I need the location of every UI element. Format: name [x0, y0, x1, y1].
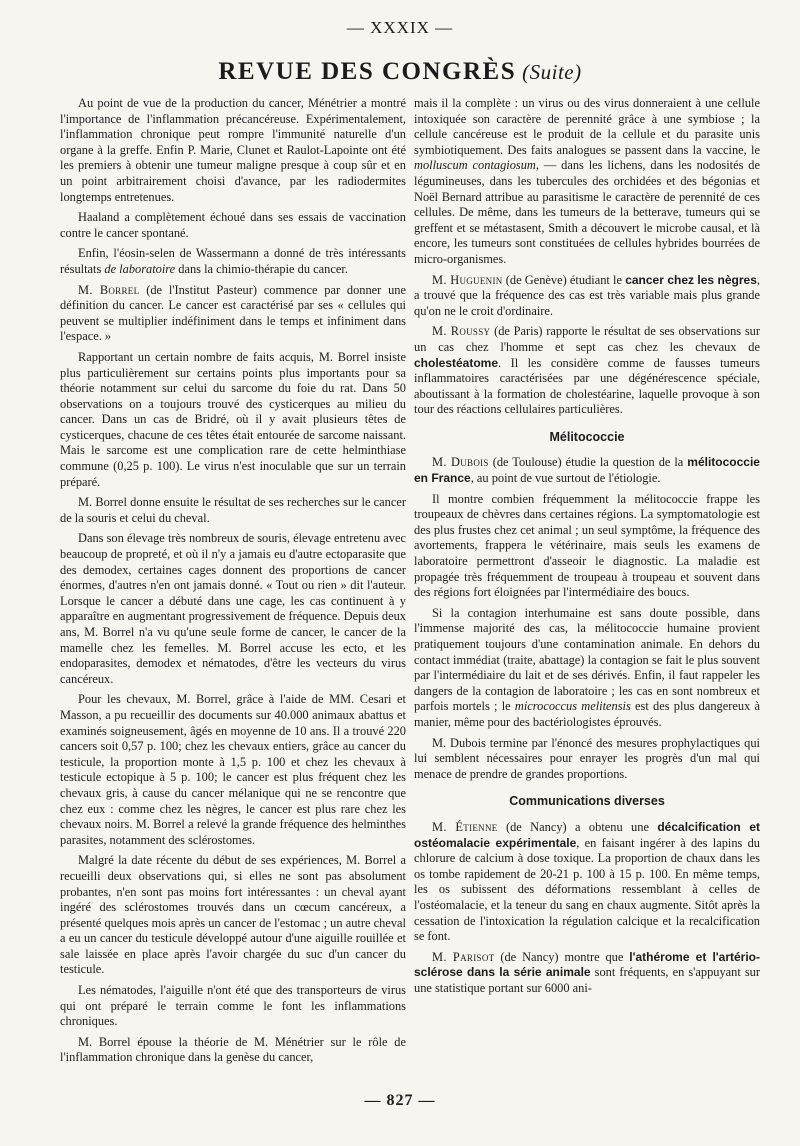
page-title	[0, 58, 800, 86]
paragraph: M. Roussy (de Paris) rapporte le résultat de ses observations sur un cas chez l'homme et sept cas chez les chevaux de cholestéatome. Il les considère comme de fausses tumeurs inflammatoires caractérisées par une dégénérescence spéciale, aboutissant à la formation de cholestéarine, laquelle provoque à son tour des réactions cellulaires particulières.	[414, 324, 760, 417]
paragraph: M. Parisot (de Nancy) montre que l'athérome et l'artério-sclérose dans la série animale sont fréquents, en s'appuyant sur une statistique portant sur 6000 ani-	[414, 949, 761, 995]
paragraph: Pour les chevaux, M. Borrel, grâce à l'aide de MM. Cesari et Masson, a pu recueillir des documents sur 40.000 animaux abattus et examinés soigneusement, âgés en moyenne de 10 ans. Il a trouvé 220 cancers soit 0,57 p. 100; chez les chevaux entiers, grâce au cancer du testicule, la proportion monte à 1,5 p. 100 et chez les chevaux à testicule ectopique à 5 p. 100; le cancer est plus fréquent chez les chevaux gris, à cause du cancer mélanique qui ne se rencontre que chez eux : comme chez les nègres, le cancer est plus rare chez les chevaux noirs. M. Borrel a relevé la grande fréquence des helminthes parasites, notamment des sclérostomes.	[60, 692, 406, 847]
section-heading: Mélitococcie	[549, 429, 625, 444]
paragraph: M. Borrel donne ensuite le résultat de ses recherches sur le cancer de la souris et celui du cheval.	[60, 495, 406, 525]
roman-page-number: — XXXIX —	[346, 18, 454, 37]
paragraph: Malgré la date récente du début de ses expériences, M. Borrel a recueilli deux observations qui, si elles ne sont pas absolument probantes, n'en sont pas moins fort intéressantes : un cheval ayant ingéré des sclérostomes trouvés dans un cœcum cancéreux, a présenté quelques mois après un cancer de l'estomac ; un autre cheval a eu un cancer du testicule développé autour d'une aiguille rouillée et sale laissée en place après l'avoir chargée du suc d'un cancer du testicule.	[60, 853, 406, 977]
paragraph: Enfin, l'éosin-selen de Wassermann a donné de très intéressants résultats de laboratoire dans la chimio-thérapie du cancer.	[60, 246, 406, 276]
paragraph: Haaland a complètement échoué dans ses essais de vaccination contre le cancer spontané.	[60, 210, 406, 240]
paragraph: M. Huguenin (de Genève) étudiant le cancer chez les nègres, a trouvé que la fréquence des cas est très variable mais plus grande qu'on ne le croit d'ordinaire.	[414, 272, 760, 318]
right-column	[414, 96, 760, 1001]
paragraph: M. Borrel épouse la théorie de M. Ménétrier sur le rôle de l'inflammation chronique dans la genèse du cancer,	[60, 1034, 406, 1065]
paragraph: M. Borrel (de l'Institut Pasteur) commence par donner une définition du cancer. Le cancer est caractérisé par ses « cellules qui peuvent se multiplier indéfiniment dans le temps et infiniment dans l'espace. »	[60, 282, 406, 344]
left-column	[60, 96, 406, 1071]
paragraph: M. Dubois (de Toulouse) étudie la question de la mélitococcie en France, au point de vue surtout de l'étiologie.	[414, 455, 760, 486]
paragraph: M. Dubois termine par l'énoncé des mesures prophylactiques qui lui semblent nécessaires pour enrayer les progrès d'un mal qui menace de prendre de grandes proportions.	[414, 735, 760, 781]
paragraph: mais il la complète : un virus ou des virus donneraient à une cellule intoxiquée son caractère de perennité grâce à une symbiose ; la cellule cancéreuse est le produit de la cellule et du parasite unis symbiotiquement. Des faits analogues se passent dans la vaccine, le molluscum contagiosum, — dans les lichens, dans les nodosités de légumineuses, dans les tubercules des orchidées et des bégonias et Noël Bernard attribue au parasitisme le caractère de perennité de ces cellules. De même, dans les tumeurs de la betterave, tumeurs qui se greffent et se métastasent, Smith a découvert le microbe causal, et là encore, les tumeurs sont constituées de cellules hybrides bourrées de micro-organismes.	[414, 96, 760, 266]
title-text: REVUE DES CONGRÈS	[218, 58, 517, 85]
paragraph: Dans son élevage très nombreux de souris, élevage entretenu avec beaucoup de propreté, et où il n'y a jamais eu d'autre ectoparasite que des demodex, certaines cages donnent des proportions de cancer énormes, d'autres n'en ont jamais donné. « Tout ou rien » dit l'auteur. Lorsque le cancer a débuté dans une cage, les cas continuent à y apparaître en augmentant progressivement de fréquence. Depuis deux ans, M. Borrel n'a vu qu'une seule forme de cancer, le cancer de la mamelle chez les femelles. M. Borrel accuse les ecto, et les endoparasites, demodex et nématodes, d'être les vecteurs du virus cancéreux.	[60, 531, 406, 686]
paragraph: Les nématodes, l'aiguille n'ont été que des transporteurs de virus qui ont préparé le terrain comme le font les inflammations chroniques.	[60, 983, 406, 1029]
paragraph: Au point de vue de la production du cancer, Ménétrier a montré l'importance de l'inflammation précancéreuse. Expérimentalement, l'inflammation chronique peut rompre l'immunité naturelle d'un organe à la greffe. Enfin P. Marie, Clunet et Raulot-Lapointe ont été les premiers à obtenir une tumeur maligne presque à coup sûr et en un point arbitrairement choisi d'avance, par les radiodermites longtemps entretenues.	[60, 96, 406, 204]
section-heading: Communications diverses	[509, 794, 665, 809]
title-suffix: (Suite)	[522, 60, 582, 84]
paragraph: Si la contagion interhumaine est sans doute possible, dans l'immense majorité des cas, la mélitococcie humaine provient pratiquement toujours d'une contamination animale. En dehors du contact immédiat (traite, abattage) la contagion se fait le plus souvent par l'intermédiaire du lait et de ses dérivés. Enfin, il faut rappeler les dangers de la contagion de laboratoire ; les cas en sont nombreux et parfois mortels ; le micrococcus melitensis est des plus dangereux à manier, même pour des bactériologistes éprouvés.	[414, 605, 760, 729]
paragraph: M. Étienne (de Nancy) a obtenu une décalcification et ostéomalacie expérimentale, en faisant ingérer à des lapins du chlorure de calcium à dose toxique. La proportion de chaux dans les os tombe rapidement de 20-21 p. 100 à 15 p. 100. En même temps, les os subissent des déformations ressemblant à celles de l'ostéomalacie, et la teneur du sang en chaux augmente. Sitôt après la cessation de l'intoxication la régulation calcique et la recalcification se font.	[414, 819, 761, 944]
paragraph: Il montre combien fréquemment la mélitococcie frappe les troupeaux de chèvres dans certaines régions. La symptomatologie est des plus frustes chez cet animal ; un seul symptôme, la fréquence des avortements, frappera le vétérinaire, mais seuls les examens de laboratoire permettront d'asseoir le diagnostic. La maladie est propagée très fréquemment de troupeau à troupeau et souvent dans des régions fort éloignées par l'intermédiaire des boucs.	[414, 491, 760, 600]
page-number: — 827 —	[364, 1092, 436, 1109]
paragraph: Rapportant un certain nombre de faits acquis, M. Borrel insiste plus particulièrement sur certains points plus importants pour sa théorie notamment sur celui du sarcome du foie du rat. Dans 50 observations on a toujours trouvé des cysticerques au milieu du cancer. Dans un cas de Bridré, où il y avait plusieurs têtes de cysticerques, chacune de ces têtes était entourée de sarcome naissant. Mais le sarcome est une complication rare de cette helminthiase commune (0,25 p. 100). Le virus n'est inoculable que sur un terrain préparé.	[60, 349, 406, 489]
